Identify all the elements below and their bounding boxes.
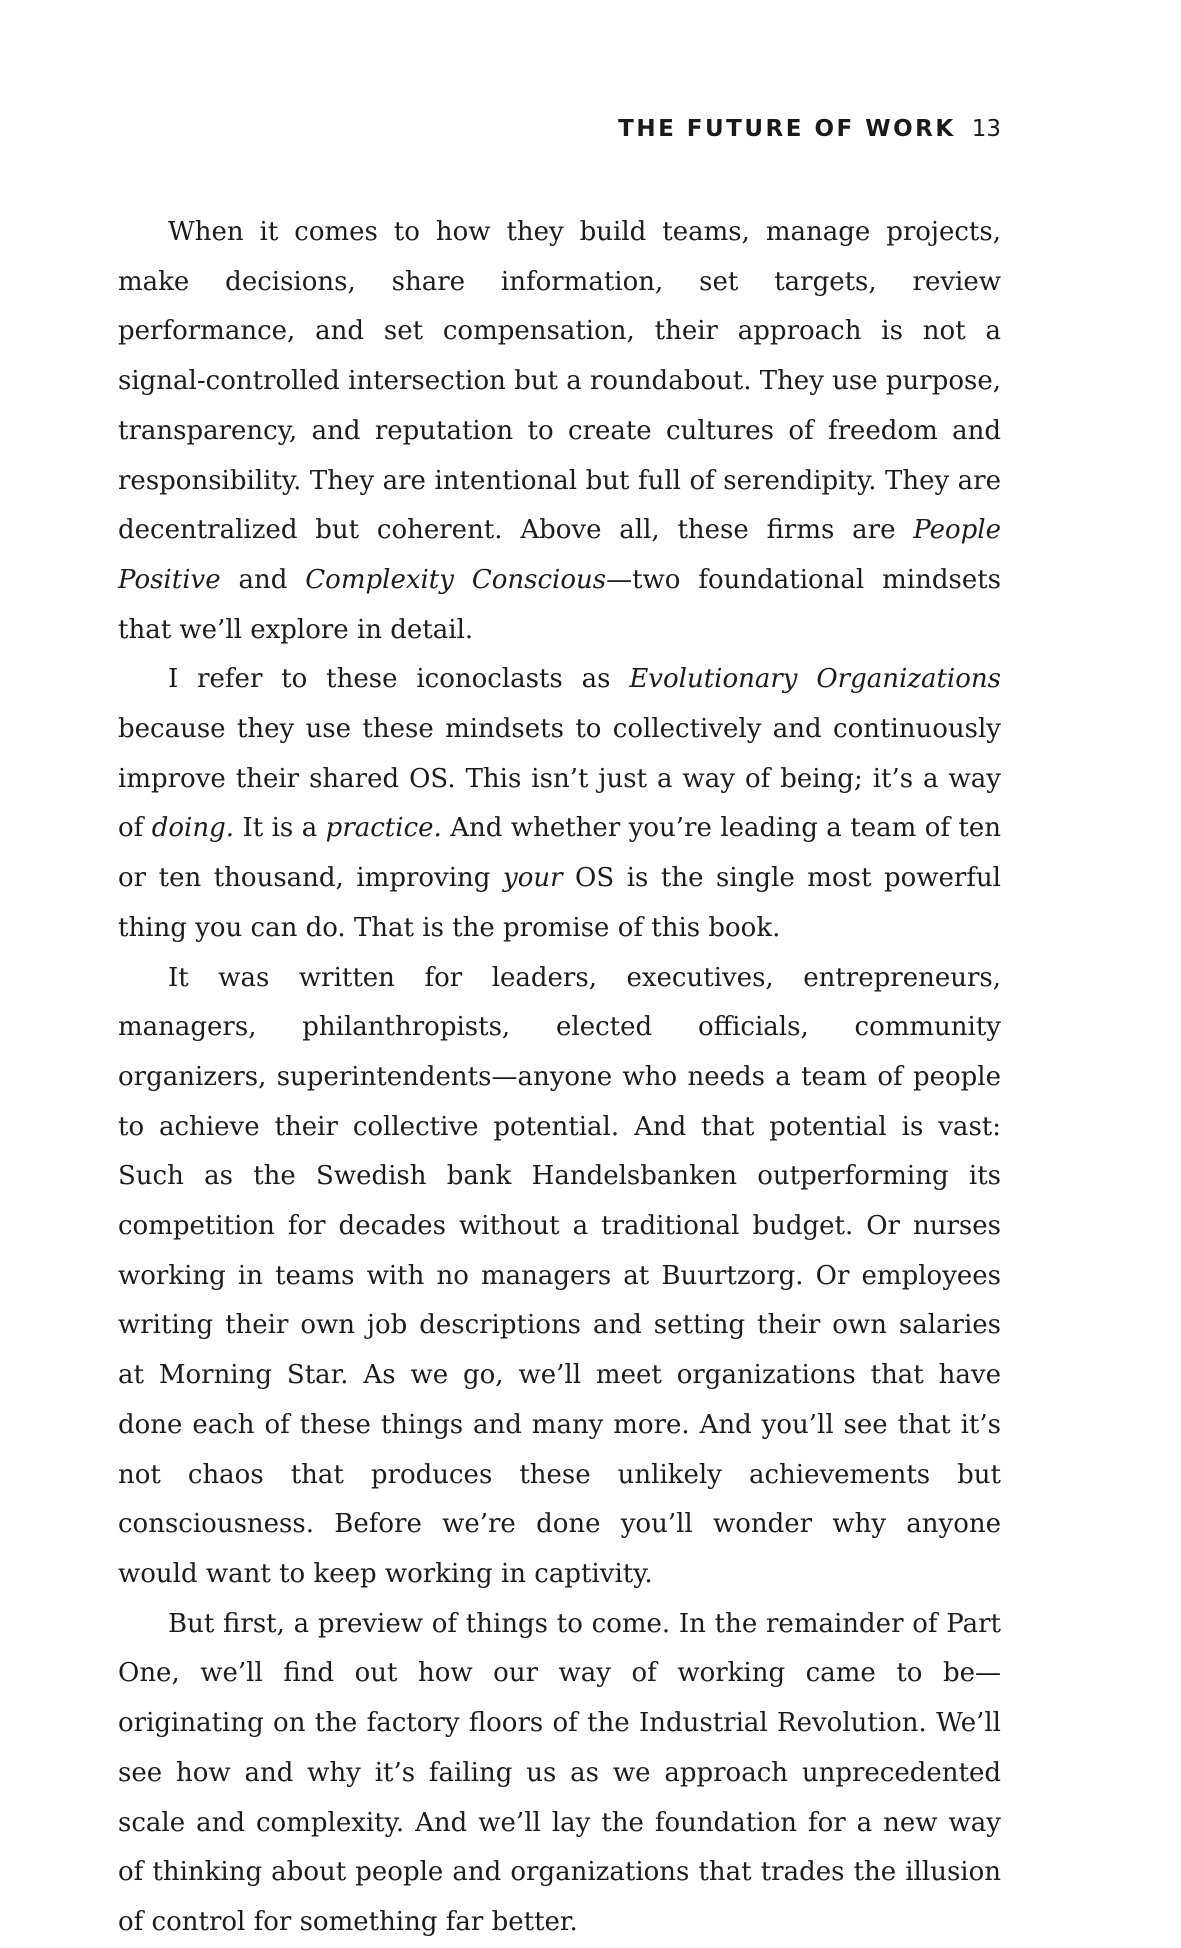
italic-run: Evolutionary Organizations: [629, 664, 1001, 695]
text-run: It is a: [234, 813, 326, 844]
text-run: When it comes to how they build teams, manage projects, make decisions, share information, set targets, review performance, and set compensation, their approach is not a signal-controlled intersection but a roundabout. They use purpose, transparency, and reputation to create cultures of freedom and responsibility. They are intentional but full of serendipity. They are decentralized but coherent. Above all, these firms are: [118, 217, 1001, 546]
page-number: 13: [971, 116, 1001, 142]
italic-run: People Positive: [118, 515, 1001, 595]
body-text: [118, 208, 1001, 1948]
text-run: But first, a preview of things to come. In the remainder of Part One, we’ll find out how our way of working came to be—originating on the factory floors of the Industrial Revolution. We’ll see how and why it’s failing us as we approach unprecedented scale and complexity. And we’ll lay the foundation for a new way of thinking about people and organizations that trades the illusion of control for something far better.: [118, 1608, 1001, 1937]
paragraph-1: [118, 208, 1001, 655]
text-run: It was written for leaders, executives, entrepreneurs, managers, philanthropists, elected officials, community organizers, superintendents—anyone who needs a team of people to achieve their collective potential. And that potential is vast: Such as the Swedish bank Handelsbanken outperforming its competition for decades without a traditional budget. Or nurses working in teams with no managers at Buurtzorg. Or employees writing their own job descriptions and setting their own salaries at Morning Star. As we go, we’ll meet organizations that have done each of these things and many more. And you’ll see that it’s not chaos that produces these unlikely achievements but consciousness. Before we’re done you’ll wonder why anyone would want to keep working in captivity.: [118, 962, 1001, 1589]
text-run: OS is the single most powerful thing you can do. That is the promise of this book.: [118, 863, 1001, 943]
running-title: THE FUTURE OF WORK: [618, 116, 956, 142]
text-run: I refer to these iconoclasts as: [168, 664, 630, 695]
italic-run: your: [503, 863, 563, 894]
italic-run: practice.: [325, 813, 442, 844]
italic-run: doing.: [151, 813, 234, 844]
running-head: [618, 116, 1001, 142]
text-run: And whether you’re leading a team of ten or ten thousand, improving: [118, 813, 1002, 894]
paragraph-3: [118, 954, 1001, 1600]
text-run: because they use these mindsets to collectively and continuously improve their shared OS. This isn’t just a way of being; it’s a way of: [118, 714, 1001, 844]
text-run: —two foundational mindsets that we’ll explore in detail.: [118, 564, 1002, 645]
text-run: and: [220, 564, 306, 595]
italic-run: Complexity Conscious: [305, 564, 607, 595]
paragraph-2: [118, 655, 1001, 953]
paragraph-4: [118, 1600, 1001, 1948]
